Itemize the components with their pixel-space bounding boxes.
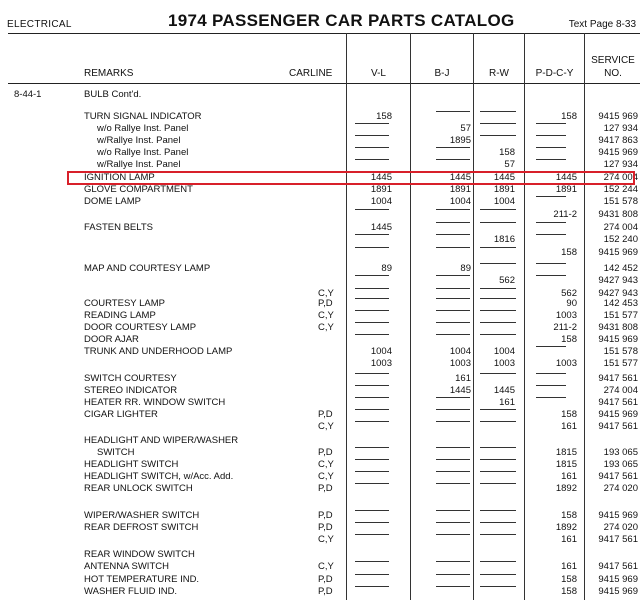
pdcy-cell: 161 [561, 534, 577, 545]
table-row [0, 459, 644, 471]
svc-cell: 193 065 [603, 459, 638, 470]
rw-cell: 158 [499, 147, 515, 158]
empty-dash [436, 288, 470, 289]
remark-cell: CIGAR LIGHTER [84, 409, 158, 420]
pdcy-cell: 1815 [555, 459, 577, 470]
empty-dash [436, 586, 470, 587]
remark-cell: STEREO INDICATOR [84, 385, 178, 396]
table-row [0, 534, 644, 546]
empty-dash [355, 421, 389, 422]
table-row [0, 373, 644, 385]
svc-cell: 9417 561 [598, 561, 638, 572]
empty-dash [355, 510, 389, 511]
empty-dash [436, 534, 470, 535]
table-row [0, 435, 644, 447]
svc-cell: 142 452 [603, 263, 638, 274]
svc-cell: 9415 969 [598, 334, 638, 345]
pdcy-cell: 158 [561, 409, 577, 420]
carline-cell: P,D [318, 483, 333, 494]
table-row [0, 586, 644, 598]
empty-dash [480, 459, 516, 460]
empty-dash [436, 298, 470, 299]
empty-dash [480, 471, 516, 472]
empty-dash [480, 209, 516, 210]
remark-cell: WASHER FLUID IND. [84, 586, 178, 597]
svc-cell: 9415 969 [598, 111, 638, 122]
empty-dash [536, 147, 566, 148]
empty-dash [355, 459, 389, 460]
empty-dash [355, 310, 389, 311]
empty-dash [436, 421, 470, 422]
empty-dash [480, 334, 516, 335]
svc-cell: 9417 561 [598, 534, 638, 545]
remark-cell: MAP AND COURTESY LAMP [84, 263, 211, 274]
bj-cell: 1004 [449, 346, 471, 357]
svc-cell: 152 244 [603, 184, 638, 195]
carline-cell: C,Y [318, 421, 334, 432]
svc-cell: 274 020 [603, 483, 638, 494]
table-row [0, 263, 644, 275]
svc-cell: 274 004 [603, 222, 638, 233]
carline-cell: C,Y [318, 471, 334, 482]
empty-dash [436, 561, 470, 562]
header-rule [8, 83, 640, 84]
table-row [0, 159, 644, 171]
table-row [0, 322, 644, 334]
empty-dash [536, 123, 566, 124]
remark-cell: WIPER/WASHER SWITCH [84, 510, 200, 521]
remark-cell: w/o Rallye Inst. Panel [97, 123, 189, 134]
carline-cell: P,D [318, 522, 333, 533]
svc-cell: 193 065 [603, 447, 638, 458]
remark-cell: HOT TEMPERATURE IND. [84, 574, 200, 585]
empty-dash [536, 397, 566, 398]
carline-cell: P,D [318, 586, 333, 597]
svc-cell: 9417 561 [598, 397, 638, 408]
empty-dash [480, 310, 516, 311]
empty-dash [355, 522, 389, 523]
bj-cell: 1003 [449, 358, 471, 369]
empty-dash [355, 159, 389, 160]
col-header-bj: B-J [434, 68, 450, 79]
table-row [0, 298, 644, 310]
table-row [0, 397, 644, 409]
table-row [0, 510, 644, 522]
pdcy-cell: 1891 [555, 184, 577, 195]
col-header-carline: CARLINE [289, 68, 333, 79]
pdcy-cell: 1892 [555, 483, 577, 494]
empty-dash [480, 373, 516, 374]
table-row [0, 574, 644, 586]
empty-dash [436, 209, 470, 210]
empty-dash [436, 159, 470, 160]
table-row [0, 147, 644, 159]
carline-cell: P,D [318, 574, 333, 585]
empty-dash [355, 447, 389, 448]
pdcy-cell: 1003 [555, 310, 577, 321]
section-label: ELECTRICAL [7, 19, 72, 30]
table-row [0, 184, 644, 196]
svc-cell: 274 004 [603, 385, 638, 396]
empty-dash [355, 397, 389, 398]
bj-cell: 1895 [449, 135, 471, 146]
empty-dash [355, 534, 389, 535]
pdcy-cell: 562 [561, 288, 577, 299]
remark-cell: HEATER RR. WINDOW SWITCH [84, 397, 226, 408]
table-row [0, 409, 644, 421]
bj-cell: 1445 [449, 172, 471, 183]
carline-cell: P,D [318, 409, 333, 420]
empty-dash [436, 322, 470, 323]
rw-cell: 562 [499, 275, 515, 286]
remark-cell: HEADLIGHT SWITCH [84, 459, 179, 470]
empty-dash [355, 123, 389, 124]
rw-cell: 1891 [493, 184, 515, 195]
empty-dash [480, 135, 516, 136]
remark-cell: w/Rallye Inst. Panel [97, 135, 181, 146]
empty-dash [436, 275, 470, 276]
highlight-box [67, 171, 635, 185]
col-header-vl: V-L [370, 68, 386, 79]
pdcy-cell: 211-2 [553, 209, 577, 220]
empty-dash [480, 288, 516, 289]
col-header-rw: R-W [489, 68, 509, 79]
remark-cell: REAR WINDOW SWITCH [84, 549, 195, 560]
pdcy-cell: 158 [561, 334, 577, 345]
empty-dash [480, 409, 516, 410]
remark-cell: BULB Cont'd. [84, 89, 142, 100]
svc-cell: 9415 969 [598, 247, 638, 258]
empty-dash [355, 135, 389, 136]
empty-dash [536, 385, 566, 386]
svc-cell: 151 577 [603, 358, 638, 369]
bj-cell: 1445 [449, 385, 471, 396]
table-row [0, 196, 644, 208]
pdcy-cell: 90 [566, 298, 577, 309]
table-row [0, 549, 644, 561]
empty-dash [355, 574, 389, 575]
remark-cell: COURTESY LAMP [84, 298, 165, 309]
remark-cell: DOME LAMP [84, 196, 142, 207]
pdcy-cell: 161 [561, 561, 577, 572]
pdcy-cell: 1892 [555, 522, 577, 533]
empty-dash [480, 222, 516, 223]
rw-cell: 1445 [493, 172, 515, 183]
empty-dash [536, 263, 566, 264]
carline-cell: P,D [318, 510, 333, 521]
svc-cell: 9427 943 [598, 275, 638, 286]
empty-dash [355, 147, 389, 148]
empty-dash [355, 471, 389, 472]
empty-dash [436, 334, 470, 335]
remark-cell: HEADLIGHT SWITCH, w/Acc. Add. [84, 471, 234, 482]
empty-dash [355, 586, 389, 587]
empty-dash [436, 409, 470, 410]
remark-cell: w/o Rallye Inst. Panel [97, 147, 189, 158]
empty-dash [480, 574, 516, 575]
empty-dash [536, 275, 566, 276]
empty-dash [355, 385, 389, 386]
remark-cell: IGNITION LAMP [84, 172, 155, 183]
empty-dash [436, 111, 470, 112]
carline-cell: C,Y [318, 534, 334, 545]
carline-cell: C,Y [318, 288, 334, 299]
remark-cell: REAR UNLOCK SWITCH [84, 483, 193, 494]
empty-dash [536, 234, 566, 235]
table-row [0, 234, 644, 246]
bj-cell: 161 [455, 373, 471, 384]
empty-dash [480, 421, 516, 422]
table-row [0, 135, 644, 147]
empty-dash [480, 111, 516, 112]
vl-cell: 89 [381, 263, 392, 274]
vl-cell: 158 [376, 111, 392, 122]
pdcy-cell: 158 [561, 574, 577, 585]
empty-dash [536, 222, 566, 223]
empty-dash [436, 471, 470, 472]
svc-cell: 9415 969 [598, 409, 638, 420]
svc-cell: 9415 969 [598, 574, 638, 585]
remark-cell: ANTENNA SWITCH [84, 561, 169, 572]
remark-cell: FASTEN BELTS [84, 222, 153, 233]
empty-dash [480, 298, 516, 299]
bj-cell: 1891 [449, 184, 471, 195]
col-header-pdcy: P-D-C-Y [535, 68, 574, 79]
remark-cell: GLOVE COMPARTMENT [84, 184, 193, 195]
empty-dash [355, 409, 389, 410]
svc-cell: 9427 943 [598, 288, 638, 299]
empty-dash [355, 209, 389, 210]
rw-cell: 57 [504, 159, 515, 170]
svc-cell: 9417 863 [598, 135, 638, 146]
table-row [0, 522, 644, 534]
empty-dash [436, 222, 470, 223]
empty-dash [355, 234, 389, 235]
empty-dash [436, 310, 470, 311]
svc-cell: 274 020 [603, 522, 638, 533]
remark-cell: SWITCH [97, 447, 135, 458]
rw-cell: 1816 [493, 234, 515, 245]
remark-cell: TURN SIGNAL INDICATOR [84, 111, 202, 122]
carline-cell: C,Y [318, 561, 334, 572]
empty-dash [480, 522, 516, 523]
empty-dash [536, 196, 566, 197]
svc-cell: 151 578 [603, 196, 638, 207]
empty-dash [436, 510, 470, 511]
empty-dash [355, 288, 389, 289]
table-row [0, 111, 644, 123]
remark-cell: SWITCH COURTESY [84, 373, 177, 384]
table-row [0, 358, 644, 370]
col-header-service-no: NO. [604, 68, 622, 79]
bj-cell: 57 [460, 123, 471, 134]
title-rule [8, 33, 640, 34]
remark-cell: HEADLIGHT AND WIPER/WASHER [84, 435, 239, 446]
empty-dash [480, 586, 516, 587]
table-row [0, 123, 644, 135]
section-code: 8-44-1 [14, 89, 42, 100]
empty-dash [480, 510, 516, 511]
svc-cell: 9417 561 [598, 421, 638, 432]
empty-dash [436, 447, 470, 448]
pdcy-cell: 1445 [555, 172, 577, 183]
table-row [0, 209, 644, 221]
vl-cell: 1445 [370, 172, 392, 183]
svc-cell: 151 577 [603, 310, 638, 321]
empty-dash [355, 483, 389, 484]
rw-cell: 161 [499, 397, 515, 408]
empty-dash [436, 397, 470, 398]
catalog-title: 1974 PASSENGER CAR PARTS CATALOG [168, 11, 515, 30]
empty-dash [480, 247, 516, 248]
table-row [0, 385, 644, 397]
empty-dash [436, 522, 470, 523]
empty-dash [536, 159, 566, 160]
empty-dash [536, 373, 566, 374]
svc-cell: 9431 808 [598, 209, 638, 220]
remark-cell: READING LAMP [84, 310, 156, 321]
remark-cell: DOOR AJAR [84, 334, 139, 345]
table-row [0, 89, 644, 101]
table-row [0, 471, 644, 483]
table-row [0, 346, 644, 358]
svc-cell: 9431 808 [598, 322, 638, 333]
carline-cell: C,Y [318, 310, 334, 321]
col-header-service: SERVICE [591, 55, 635, 66]
pdcy-cell: 158 [561, 510, 577, 521]
empty-dash [355, 561, 389, 562]
carline-cell: C,Y [318, 322, 334, 333]
vl-cell: 1891 [370, 184, 392, 195]
remark-cell: DOOR COURTESY LAMP [84, 322, 197, 333]
empty-dash [480, 447, 516, 448]
table-row [0, 447, 644, 459]
empty-dash [536, 346, 566, 347]
empty-dash [355, 334, 389, 335]
svc-cell: 152 240 [603, 234, 638, 245]
svc-cell: 151 578 [603, 346, 638, 357]
empty-dash [355, 298, 389, 299]
pdcy-cell: 161 [561, 471, 577, 482]
empty-dash [355, 322, 389, 323]
rw-cell: 1004 [493, 346, 515, 357]
table-row [0, 561, 644, 573]
vl-cell: 1004 [370, 346, 392, 357]
page-number: Text Page 8-33 [568, 19, 636, 30]
pdcy-cell: 158 [561, 247, 577, 258]
table-row [0, 421, 644, 433]
table-row [0, 275, 644, 287]
carline-cell: C,Y [318, 459, 334, 470]
pdcy-cell: 161 [561, 421, 577, 432]
svc-cell: 142 453 [603, 298, 638, 309]
vl-cell: 1003 [370, 358, 392, 369]
svc-cell: 9415 969 [598, 147, 638, 158]
pdcy-cell: 158 [561, 586, 577, 597]
table-row [0, 483, 644, 495]
table-row [0, 247, 644, 259]
empty-dash [355, 247, 389, 248]
table-row [0, 310, 644, 322]
svc-cell: 127 934 [603, 159, 638, 170]
empty-dash [480, 561, 516, 562]
empty-dash [480, 483, 516, 484]
pdcy-cell: 1815 [555, 447, 577, 458]
remark-cell: REAR DEFROST SWITCH [84, 522, 199, 533]
remark-cell: w/Rallye Inst. Panel [97, 159, 181, 170]
carline-cell: P,D [318, 298, 333, 309]
vl-cell: 1004 [370, 196, 392, 207]
vl-cell: 1445 [370, 222, 392, 233]
table-row [0, 222, 644, 234]
empty-dash [436, 483, 470, 484]
empty-dash [436, 459, 470, 460]
bj-cell: 1004 [449, 196, 471, 207]
empty-dash [355, 373, 389, 374]
carline-cell: P,D [318, 447, 333, 458]
empty-dash [480, 263, 516, 264]
empty-dash [436, 247, 470, 248]
empty-dash [480, 534, 516, 535]
rw-cell: 1004 [493, 196, 515, 207]
col-header-remarks: REMARKS [84, 68, 134, 79]
table-row [0, 334, 644, 346]
empty-dash [480, 322, 516, 323]
pdcy-cell: 211-2 [553, 322, 577, 333]
empty-dash [436, 574, 470, 575]
empty-dash [536, 135, 566, 136]
rw-cell: 1445 [493, 385, 515, 396]
pdcy-cell: 158 [561, 111, 577, 122]
empty-dash [355, 275, 389, 276]
svc-cell: 274 004 [603, 172, 638, 183]
rw-cell: 1003 [493, 358, 515, 369]
pdcy-cell: 1003 [555, 358, 577, 369]
remark-cell: TRUNK AND UNDERHOOD LAMP [84, 346, 233, 357]
svc-cell: 9417 561 [598, 373, 638, 384]
empty-dash [436, 147, 470, 148]
svc-cell: 9415 969 [598, 510, 638, 521]
empty-dash [436, 234, 470, 235]
svc-cell: 9417 561 [598, 471, 638, 482]
empty-dash [480, 123, 516, 124]
bj-cell: 89 [460, 263, 471, 274]
svc-cell: 127 934 [603, 123, 638, 134]
svc-cell: 9415 969 [598, 586, 638, 597]
